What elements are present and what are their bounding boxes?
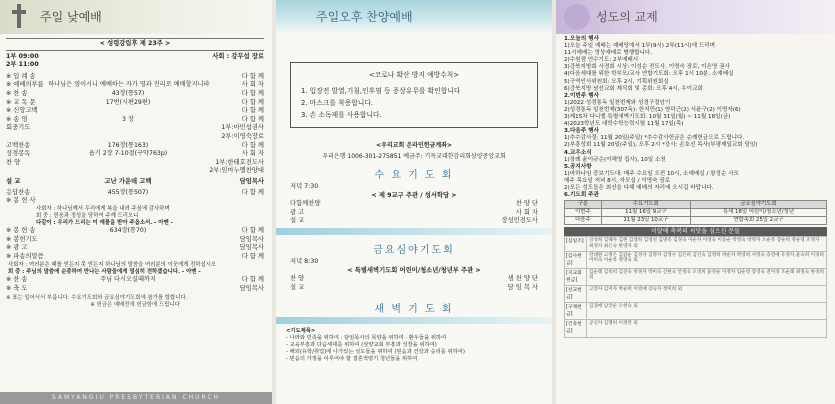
order-row [6, 133, 264, 142]
mission-row [565, 237, 826, 251]
prayer-meeting-row [290, 275, 538, 284]
cross-icon [12, 4, 26, 28]
divider-band [276, 317, 552, 324]
mission-row [565, 286, 826, 303]
offering-line-2: 회 중 : 믿음과 정성을 담하여 주께 드리오니 [36, 212, 139, 219]
order-row [6, 142, 264, 151]
order-item: ※ 예배의부름 [6, 81, 44, 89]
mission-names: 강대원 고정은 김갑순 김경자 김명자 김영수 김은희 김인숙 김정희 박순자 박영희 서정숙 송영애 유정자 윤숙희 이경희 이미숙 이순옥 정영숙 외 [589, 252, 824, 264]
prayer-meeting-row [290, 209, 538, 218]
prayer-heading: <기도제목> [286, 328, 316, 335]
notice-line: 2)수원샘 연수기도: 2부예배시 [564, 57, 639, 64]
section-heading: 2.이번주 행사 [564, 92, 599, 99]
schedule-row [565, 209, 827, 217]
note-2: ※ 헌금은 예배전에 헌금함에 드립니다 [90, 302, 180, 309]
prayer-meeting-row [290, 284, 538, 293]
order-detail [54, 124, 202, 133]
prayer-line: - 해외(유학/취업)에 나가있는 성도들을 위하여 (믿음과 건강과 승리를 위하여) [286, 349, 465, 356]
mission-title: 이달에 축복의 씨앗을 심으신 분들 [564, 227, 827, 236]
schedule-cell: 다음주 [565, 217, 602, 225]
order-item: ※ 찬 송 [6, 276, 28, 284]
covid-rule: 2. 마스크를 착용합니다. [301, 99, 374, 107]
worship-order-panel [0, 0, 272, 404]
order-detail [54, 133, 202, 142]
covid-title: <코로나 확산 방지 예방수칙> [368, 71, 460, 79]
notice-line: 1)2022 성경통독 일천번제와 성경구절암기 [564, 99, 671, 106]
order-leader: 2부:이영숙장로 [221, 132, 264, 140]
order-detail [54, 236, 202, 245]
order-item: ※ 파송의말씀 [6, 253, 44, 261]
order-item: 고백찬송 [6, 141, 31, 149]
section-heading: 4.교우소식 [564, 149, 592, 156]
mission-row [565, 320, 826, 337]
fri-prayer-title: 금요심야기도회 [373, 244, 455, 256]
order-item [6, 133, 54, 142]
afternoon-worship-panel [276, 0, 552, 404]
divider-band [276, 228, 552, 235]
online-offering-account: 우리은행 1006-301-275851 예금주: 기독교대한감리회삼양중앙교회 [322, 153, 506, 160]
order-detail: 17번(시편29편) [105, 98, 151, 106]
online-offering-title: <우리교회 온라인헌금계좌> [376, 142, 452, 149]
prayer-meeting-leader: 장성민전도사 [501, 217, 538, 225]
wed-prayer-title: 수 요 기 도 회 [374, 170, 454, 181]
offering-line-1: 사회자 : 하나님께서 우리에게 복을 내려 주심에 감사하며 [36, 205, 170, 212]
notice-line: 1)추수감사절: 11월 20일(주일) *추수감사헌금은 순례헌금으로 드립니다. [564, 135, 745, 142]
order-row [6, 244, 264, 253]
prayer-line: - 나라와 민족을 위하여 · 담임목사의 목양을 위하여 · 환우들을 위하여 [286, 335, 447, 342]
notice-line: 3)제15차 다니엘 특별새벽기도회: 10월 31일(월) ~ 11월 18일(금) [564, 114, 731, 121]
order-item [6, 167, 54, 176]
order-item: ※ 봉 헌 사 [6, 197, 36, 205]
week-heading: < 성령강림후 제 23주 > [6, 38, 264, 51]
mission-row [565, 252, 826, 269]
order-detail [54, 107, 202, 116]
schedule-header: 금요심야기도회 [690, 201, 826, 209]
section-heading: 1.오늘의 행사 [564, 36, 599, 42]
prayer-meeting-row [290, 200, 538, 209]
order-row [6, 276, 264, 285]
order-detail: 43장(통57) [111, 89, 145, 97]
mission-category: [감사헌금] [565, 252, 587, 268]
mission-row [565, 303, 826, 320]
order-item: 응답찬송 [6, 188, 31, 196]
notice-line: 1)장례 윤이규순(이해영 집사), 10일 소천 [564, 156, 666, 163]
mission-category: [십일조] [565, 237, 587, 250]
order-detail: 176장(통163) [107, 141, 149, 149]
section-heading: 5.공지사항 [564, 163, 592, 170]
prayer-meeting-item: 찬 양 [290, 275, 305, 283]
mission-category: [구제헌금] [565, 303, 587, 319]
order-row [6, 285, 264, 294]
prayer-meeting-leader: 샘 찬 양 단 [507, 275, 538, 283]
prayer-line: - 믿음의 가정을 이루어야 할 결혼적령기 청년들을 위하여 [286, 356, 418, 363]
notice-line: 4)다음세대를 위한 학부모/교사 연합기도회: 오후 1시 10분, 소예배실 [564, 71, 734, 78]
dawn-prayer-title: 새 벽 기 도 회 [374, 304, 454, 316]
order-leader: 다 함 께 [241, 72, 264, 80]
order-leader: 사 회 자 [241, 81, 264, 89]
schedule-row [565, 217, 827, 225]
order-item: ※ 교 독 문 [6, 98, 36, 106]
order-leader: 담임목사 [239, 284, 264, 292]
prayer-topics [276, 328, 552, 363]
order-leader: 사 회 자 [241, 150, 264, 158]
order-row [6, 167, 264, 176]
notice-line: 2)성경통독 일천번제(307독): 한지민(1) 염덕근(2) 서윤구(2) 이명자(6) [564, 106, 741, 113]
order-row [6, 99, 264, 108]
order-row [6, 90, 264, 99]
notice-line: 6)강북지방 남선교회 제식회 및 총회: 오후 4시, 우이교회 [564, 85, 703, 92]
prayer-meeting-item: 설 교 [290, 283, 305, 291]
order-detail: 주님 다시오실때까지 [100, 276, 156, 284]
order-row [6, 150, 264, 159]
order-leader: 1부:한태호전도사 [215, 158, 264, 166]
mission-names: 김경애 남궁순 오현숙 외 [589, 304, 638, 310]
prayer-meeting-row [290, 217, 538, 226]
panel-title: 주일오후 찬양예배 [316, 10, 413, 24]
sermon-label: 설 교 [6, 177, 21, 185]
order-leader: 1부:마민섭권사 [221, 124, 264, 132]
order-leader [202, 197, 264, 206]
order-detail [54, 285, 202, 294]
order-leader: 다 함 께 [241, 107, 264, 115]
fri-subtitle: < 특별새벽기도회 어린이/청소년/청년부 주관 > [347, 266, 481, 274]
dove-icon [564, 4, 590, 30]
schedule-cell: 11월 16일 9교구 [601, 209, 690, 217]
mission-names: 강성희 김혜자 김현 김영희 김영선 김명옥 김경숙 이순자 이영숙 이동순 박영숙 박정자 오순옥 장순희 정순영 조영자 최경자 최은숙 한영자 외 [589, 238, 820, 250]
notice-line: 4)2023학년도 대학수학능력시험 11월 17일(목) [564, 121, 684, 128]
section-heading: 6.기도회 주관 [564, 192, 599, 199]
mission-category: [선교헌금] [565, 286, 587, 302]
order-detail: 455장(통507) [107, 188, 149, 196]
order-leader: 다 함 께 [241, 276, 264, 284]
order-item: ※ 찬 송 [6, 89, 28, 97]
order-row [6, 197, 264, 206]
sending-line-1: 사회자 : 여러분은 때를 얻든지 못 얻든지 하나님의 말씀을 여러분의 이웃에게 전하십시오 [8, 261, 217, 268]
prayer-meeting-leader: 사 회 자 [515, 208, 538, 216]
schedule-cell: 11월 23일 10교구 [601, 217, 690, 225]
mission-category: [지교회헌금] [565, 269, 587, 285]
offering-line-3: 다같이 : 우리가 드리는 이 예물을 받아 주옵소서. - 아멘 - [36, 220, 173, 227]
mission-category: [건축헌금] [565, 320, 587, 336]
mission-names: 김순례 김옥희 김진숙 박경자 박미숙 신현숙 안정숙 오영희 윤정순 이정자 임순영 장영숙 전미경 조순례 최정숙 한경희 외 [589, 269, 824, 281]
service-time-1: 1부 09:00 [6, 52, 39, 60]
order-leader: 다 함 께 [241, 89, 264, 97]
schedule-cell: 특새 18일 어린이/청소년/청년 [690, 209, 826, 217]
order-leader: 2부:임마누엘찬양대 [209, 167, 264, 175]
order-leader: 다 함 께 [241, 253, 264, 261]
notice-line: 매주 목요일 저녁 8시, 자모실 / 이명숙 장로 [564, 177, 671, 184]
order-row [6, 227, 264, 236]
mission-names: 공신자 김명희 이정란 외 [589, 321, 638, 327]
order-detail [54, 159, 202, 168]
panel-title: 성도의 교제 [596, 10, 658, 24]
order-item: ※ 입 례 송 [6, 72, 36, 80]
order-row [6, 189, 264, 198]
order-item: ※ 봉헌기도 [6, 235, 38, 243]
mission-row [565, 269, 826, 286]
prayer-meeting-leader: 담 임 목 사 [507, 283, 538, 291]
order-row [6, 107, 264, 116]
order-leader: 다 함 께 [241, 227, 264, 235]
schedule-cell: 이번주 [565, 209, 602, 217]
order-item: ※ 축 도 [6, 284, 28, 292]
prayer-meeting-item: 다함께찬양 [290, 200, 321, 208]
order-leader: 담임목사 [239, 244, 264, 252]
notice-line: 11시예배는 영상예배로 병행합니다. [564, 50, 653, 57]
notice-line: 2)부흥성회 11월 20일(주일), 오후 2시 *강사: 손호선 목사(부평제일교회 담임) [564, 142, 758, 149]
offering-text [6, 206, 264, 228]
order-detail: 욥기 2장 7-10절(구약763p) [88, 150, 168, 158]
prayer-meeting-item: 광 고 [290, 208, 305, 216]
order-leader: 다 함 께 [241, 115, 264, 123]
order-item: ※ 광 고 [6, 244, 28, 252]
wed-time: 저녁 7:30 [290, 183, 319, 190]
covid-rule: 1. 입장전 발열,기침,인후염 등 증상유무를 확인합니다 [301, 87, 461, 95]
order-item: ※ 송 영 [6, 115, 28, 123]
order-item: ※ 봉 헌 송 [6, 227, 36, 235]
prayer-meeting-leader: 찬 양 단 [515, 200, 538, 208]
covid-rule: 3. 손 소독제를 사용합니다. [301, 111, 382, 119]
order-detail [54, 197, 202, 206]
church-footer: SAMYANGIU PRESBYTERIAN CHURCH [0, 392, 272, 404]
fellowship-panel [556, 0, 835, 404]
prayer-line: - 교육부흥과 다음세대를 위하여 (삼양교회 부흥과 성장을 위하여) [286, 342, 437, 349]
service-leader: 사회 : 강무섭 장로 [212, 52, 264, 60]
order-leader: 다 함 께 [241, 188, 264, 196]
section-heading: 3.다음주 행사 [564, 128, 599, 135]
sending-text [6, 262, 264, 276]
panel-title: 주일 낮예배 [40, 10, 102, 24]
order-detail: 3 장 [122, 115, 134, 123]
order-item: ※ 신앙고백 [6, 107, 38, 115]
notice-line: 3)강북지방회 사경회 시상: 이성순 전도사, 이영숙 장로, 이은영 권사 [564, 64, 730, 71]
order-row [6, 81, 264, 90]
order-row [6, 124, 264, 133]
schedule-header: 수요기도회 [601, 201, 690, 209]
order-detail [54, 253, 202, 262]
panel-banner [0, 0, 272, 34]
order-detail [54, 167, 202, 176]
schedule-header: 구분 [565, 201, 602, 209]
notice-line: 5)구역인사위원회: 오후 2시, 기획위원회실 [564, 78, 669, 85]
notice-line: 2)모든 성도들은 최선을 다해 예배의 자리에 오시길 바랍니다. [564, 184, 714, 191]
prayer-schedule-table [564, 200, 827, 225]
order-leader: 다 함 께 [241, 141, 264, 149]
sending-line-2: 회 중 : 주님의 말씀에 순종하여 만나는 사람들에게 열심히 전하겠습니다. - 아멘 - [8, 268, 201, 275]
order-detail: 634장(통70) [109, 227, 147, 235]
order-leader: 다 함 께 [241, 98, 264, 106]
order-row [6, 236, 264, 245]
order-item: 회중기도 [6, 124, 31, 132]
prayer-meeting-item: 설 교 [290, 217, 305, 225]
fri-time: 저녁 8:30 [290, 257, 319, 265]
notice-line: 1)마하나임 중보기도대: 매주 수요일 오전 10시, 소예배실 / 왕정순 사모 [564, 170, 739, 177]
mission-names: 고영자 김미자 박순희 이영애 장숙자 정미희 외 [589, 287, 683, 292]
order-item: 성경봉독 [6, 150, 31, 158]
schedule-cell: 연합속회 25일 2교구 [690, 217, 826, 225]
service-time-2: 2부 11:00 [6, 61, 39, 69]
order-detail: 하나님은 영이시니 예배하는 자가 영과 진리로 예배할지니라 [48, 81, 210, 89]
order-item: 찬 양 [6, 158, 21, 166]
notice-line: 1)오늘 주일 예배는 예배당에서 1부(9시) 2부(11시)에 드리며 [564, 43, 716, 50]
wed-subtitle: < 제 9교구 주관 / 성서학당 > [371, 191, 457, 199]
panel-banner [556, 0, 835, 34]
sermon-title: 고난 가운데 고백 [104, 177, 152, 185]
note-1: ※ 표는 일어서서 부릅니다. 수요기도회와 금요심야기도회에 참가를 합합니다. [6, 295, 188, 302]
sermon-preacher: 담임목사 [239, 177, 264, 185]
order-row [6, 253, 264, 262]
panel-banner [276, 0, 552, 34]
order-detail [54, 244, 202, 253]
order-leader: 담임목사 [239, 235, 264, 243]
covid-rules-box [290, 62, 538, 128]
